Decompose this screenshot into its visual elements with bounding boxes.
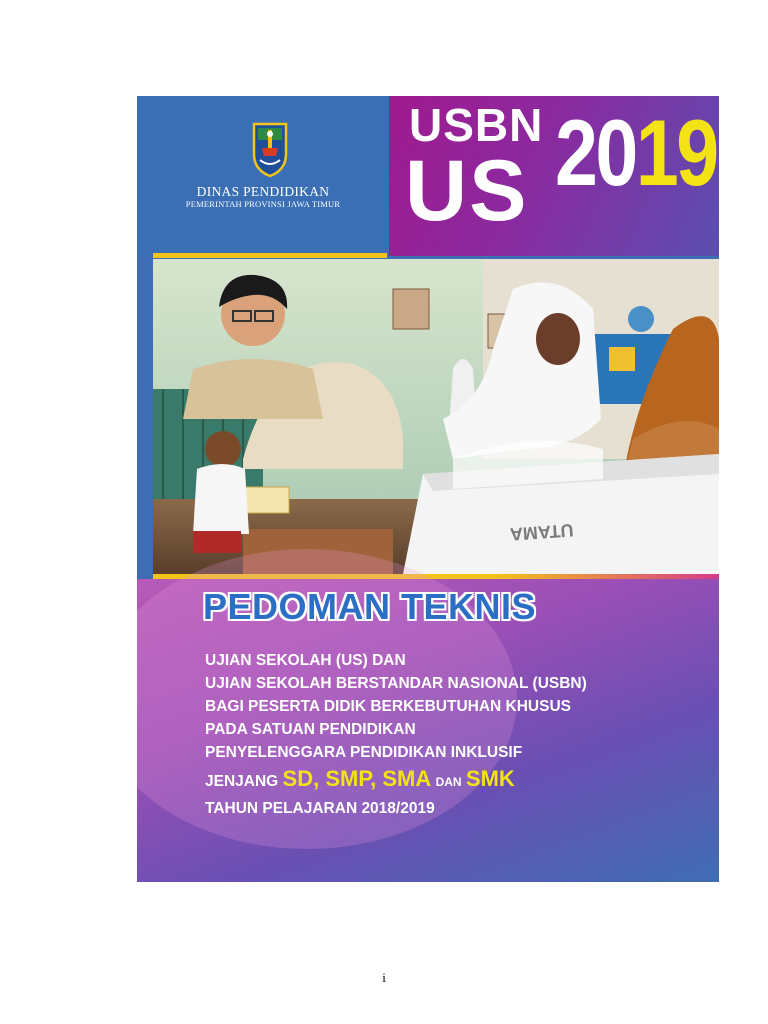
document-title: PEDOMAN TEKNIS <box>203 586 537 627</box>
subtitle-line: UJIAN SEKOLAH (US) DAN <box>205 652 406 669</box>
jenjang-line <box>205 764 587 797</box>
org-subtitle: PEMERINTAH PROVINSI JAWA TIMUR <box>185 199 341 209</box>
year-plain: 20 <box>555 100 636 205</box>
yellow-divider <box>153 253 387 258</box>
paper-text: UTAMA <box>509 520 575 545</box>
org-name: DINAS PENDIDIKAN <box>196 184 330 199</box>
document-cover <box>137 96 719 882</box>
jenjang-levels: SD, SMP, SMA <box>282 766 432 791</box>
subtitle-line: UJIAN SEKOLAH BERSTANDAR NASIONAL (USBN) <box>205 675 587 692</box>
tahun-line: TAHUN PELAJARAN 2018/2019 <box>205 800 435 817</box>
year-highlight: 19 <box>635 100 717 205</box>
page-number: i <box>382 970 386 985</box>
us-heading: US <box>405 143 529 239</box>
subtitle-block <box>205 649 587 820</box>
jenjang-smk: SMK <box>465 766 515 791</box>
jenjang-dan: DAN <box>435 775 462 789</box>
jenjang-label: JENJANG <box>205 773 279 790</box>
provincial-crest-logo <box>250 120 290 178</box>
year-heading <box>555 100 717 205</box>
subtitle-line: PADA SATUAN PENDIDIKAN <box>205 721 416 738</box>
classroom-photo <box>153 259 719 574</box>
subtitle-line: BAGI PESERTA DIDIK BERKEBUTUHAN KHUSUS <box>205 698 571 715</box>
subtitle-line: PENYELENGGARA PENDIDIKAN INKLUSIF <box>205 744 523 761</box>
usbn-heading: USBN <box>409 99 544 151</box>
